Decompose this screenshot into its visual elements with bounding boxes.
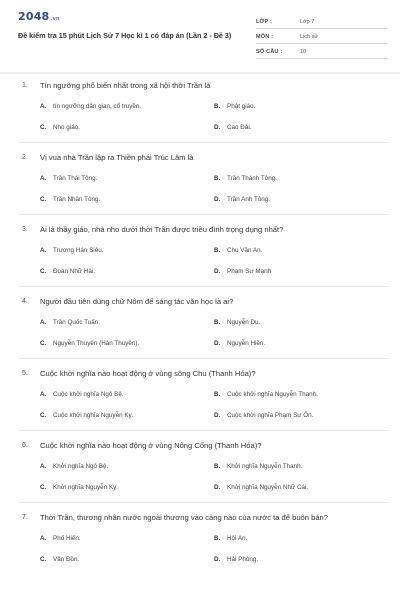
question-text	[18, 152, 388, 163]
option-text: Khởi nghĩa Nguyễn Kỵ.	[53, 484, 119, 491]
option-letter: A.	[40, 391, 47, 398]
answer-option[interactable]	[40, 534, 214, 543]
question-prompt: Vị vua nhà Trần lập ra Thiền phái Trúc Lâm là	[40, 153, 194, 162]
option-text: Trần Nhân Tông.	[53, 196, 101, 203]
question-block	[18, 440, 388, 492]
answer-options	[18, 390, 388, 420]
question-prompt: Người đầu tiên dùng chữ Nôm để sáng tác văn học là ai?	[40, 297, 234, 306]
option-letter: D.	[214, 124, 221, 131]
option-text: Phạm Sư Mạnh	[227, 268, 272, 275]
option-letter: B.	[214, 103, 221, 110]
question-number: 6.	[22, 442, 28, 449]
meta-value: 10	[300, 49, 307, 55]
option-letter: C.	[40, 196, 47, 203]
answer-option[interactable]	[214, 555, 388, 564]
question-block	[18, 152, 388, 204]
question-prompt: Cuộc khởi nghĩa nào hoạt động ở vùng Nông Cống (Thanh Hóa)?	[40, 441, 262, 450]
option-letter: B.	[214, 175, 221, 182]
question-separator	[18, 502, 388, 503]
option-letter: D.	[214, 340, 221, 347]
answer-option[interactable]	[40, 174, 214, 183]
answer-option[interactable]	[214, 102, 388, 111]
option-text: Chu Văn An.	[227, 247, 263, 254]
option-text: Trần Thái Tông.	[53, 175, 98, 182]
option-letter: A.	[40, 175, 47, 182]
option-letter: B.	[214, 463, 221, 470]
option-text: Trần Quốc Tuấn.	[53, 319, 101, 326]
answer-option[interactable]	[40, 339, 214, 348]
option-letter: B.	[214, 391, 221, 398]
answer-option[interactable]	[40, 267, 214, 276]
answer-option[interactable]	[214, 123, 388, 132]
answer-option[interactable]	[40, 483, 214, 492]
exam-meta	[256, 16, 388, 61]
meta-value: Lịch sử	[300, 34, 319, 40]
option-letter: C.	[40, 412, 47, 419]
option-text: Cuộc khởi nghĩa Nguyễn Kỵ.	[53, 412, 134, 419]
question-number: 1.	[22, 82, 28, 89]
option-text: Hội An.	[227, 535, 248, 542]
option-letter: A.	[40, 535, 47, 542]
answer-option[interactable]	[40, 102, 214, 111]
logo-suffix: .vn	[50, 16, 60, 22]
answer-option[interactable]	[214, 318, 388, 327]
meta-label: LỚP :	[256, 19, 272, 25]
option-text: Trần Anh Tông.	[227, 196, 271, 203]
answer-options	[18, 246, 388, 276]
option-letter: C.	[40, 484, 47, 491]
option-text: Khởi nghĩa Nguyễn Thanh.	[227, 463, 303, 470]
question-block	[18, 224, 388, 276]
question-separator	[18, 142, 388, 143]
question-text	[18, 440, 388, 451]
question-separator	[18, 358, 388, 359]
answer-option[interactable]	[214, 411, 388, 420]
answer-option[interactable]	[214, 174, 388, 183]
question-text	[18, 296, 388, 307]
option-letter: B.	[214, 247, 221, 254]
question-prompt: Thời Trần, thương nhân nước ngoài thương vào cảng nào của nước ta để buôn bán?	[40, 513, 328, 522]
question-number: 2.	[22, 154, 28, 161]
answer-option[interactable]	[40, 462, 214, 471]
answer-option[interactable]	[40, 555, 214, 564]
question-block	[18, 368, 388, 420]
question-separator	[18, 214, 388, 215]
question-block	[18, 512, 388, 564]
question-text	[18, 512, 388, 523]
question-text	[18, 368, 388, 379]
answer-option[interactable]	[40, 390, 214, 399]
option-text: Trương Hán Siêu.	[53, 247, 104, 254]
option-letter: A.	[40, 463, 47, 470]
answer-option[interactable]	[40, 411, 214, 420]
question-prompt: Ai là thầy giáo, nhà nho dưới thời Trần được triều đình trọng dụng nhất?	[40, 225, 284, 234]
option-letter: B.	[214, 535, 221, 542]
answer-option[interactable]	[214, 246, 388, 255]
question-separator	[18, 286, 388, 287]
option-letter: C.	[40, 268, 47, 275]
meta-row-class	[256, 16, 388, 29]
option-letter: B.	[214, 319, 221, 326]
question-text	[18, 224, 388, 235]
question-block	[18, 80, 388, 132]
question-block	[18, 296, 388, 348]
answer-option[interactable]	[40, 195, 214, 204]
option-text: Phật giáo.	[227, 103, 256, 110]
option-text: tín ngưỡng dân gian, cổ truyền.	[53, 103, 142, 110]
option-letter: D.	[214, 484, 221, 491]
meta-value: Lớp 7	[300, 19, 315, 25]
question-prompt: Tín ngưỡng phổ biến nhất trong xã hội thời Trần là	[40, 81, 211, 90]
option-letter: D.	[214, 268, 221, 275]
question-list	[18, 80, 388, 564]
option-letter: A.	[40, 247, 47, 254]
option-letter: A.	[40, 103, 47, 110]
option-text: Nguyễn Thuyên (Hàn Thuyên).	[53, 340, 140, 347]
page-header	[18, 10, 388, 64]
answer-option[interactable]	[40, 246, 214, 255]
answer-option[interactable]	[214, 483, 388, 492]
option-letter: D.	[214, 556, 221, 563]
question-number: 7.	[22, 514, 28, 521]
logo-main: 2048	[18, 10, 50, 23]
answer-option[interactable]	[214, 534, 388, 543]
question-prompt: Cuộc khởi nghĩa nào hoạt động ở vùng sông Chu (Thanh Hóa)?	[40, 369, 256, 378]
option-text: Nguyễn Hiền.	[227, 340, 266, 347]
exam-title: Đề kiểm tra 15 phút Lịch Sử 7 Học kì 1 có đáp án (Lần 2 - Đề 3)	[18, 31, 232, 40]
answer-options	[18, 462, 388, 492]
option-letter: D.	[214, 196, 221, 203]
answer-option[interactable]	[214, 390, 388, 399]
option-text: Khởi nghĩa Ngô Bệ.	[53, 463, 109, 470]
answer-options	[18, 318, 388, 348]
answer-options	[18, 174, 388, 204]
option-text: Cao Đài.	[227, 124, 252, 131]
answer-option[interactable]	[214, 339, 388, 348]
option-letter: C.	[40, 340, 47, 347]
option-text: Nguyễn Du.	[227, 319, 261, 326]
answer-option[interactable]	[214, 462, 388, 471]
option-letter: D.	[214, 412, 221, 419]
answer-options	[18, 102, 388, 132]
question-number: 4.	[22, 298, 28, 305]
option-text: Nho giáo.	[53, 124, 80, 131]
question-number: 3.	[22, 226, 28, 233]
answer-option[interactable]	[40, 123, 214, 132]
option-text: Cuộc khởi nghĩa Ngô Bệ.	[53, 391, 124, 398]
option-text: Hải Phòng.	[227, 556, 259, 563]
meta-row-subject	[256, 31, 388, 44]
meta-row-count	[256, 46, 388, 59]
option-text: Phố Hiến.	[53, 535, 81, 542]
question-text	[18, 80, 388, 91]
option-text: Trần Thánh Tông.	[227, 175, 277, 182]
answer-option[interactable]	[214, 195, 388, 204]
option-letter: C.	[40, 556, 47, 563]
meta-label: MÔN :	[256, 34, 274, 40]
meta-label: SỐ CÂU :	[256, 49, 283, 55]
option-letter: A.	[40, 319, 47, 326]
answer-option[interactable]	[214, 267, 388, 276]
answer-options	[18, 534, 388, 564]
option-text: Đoàn Nhữ Hài.	[53, 268, 96, 275]
option-text: Khởi nghĩa Nguyễn Nhữ Cái.	[227, 484, 309, 491]
option-letter: C.	[40, 124, 47, 131]
option-text: Cuộc khởi nghĩa Nguyễn Thanh.	[227, 391, 318, 398]
header-divider	[0, 72, 400, 74]
answer-option[interactable]	[40, 318, 214, 327]
option-text: Vân Đồn.	[53, 556, 80, 563]
question-separator	[18, 430, 388, 431]
question-number: 5.	[22, 370, 28, 377]
option-text: Cuộc khởi nghĩa Phạm Sư Ôn.	[227, 412, 314, 419]
